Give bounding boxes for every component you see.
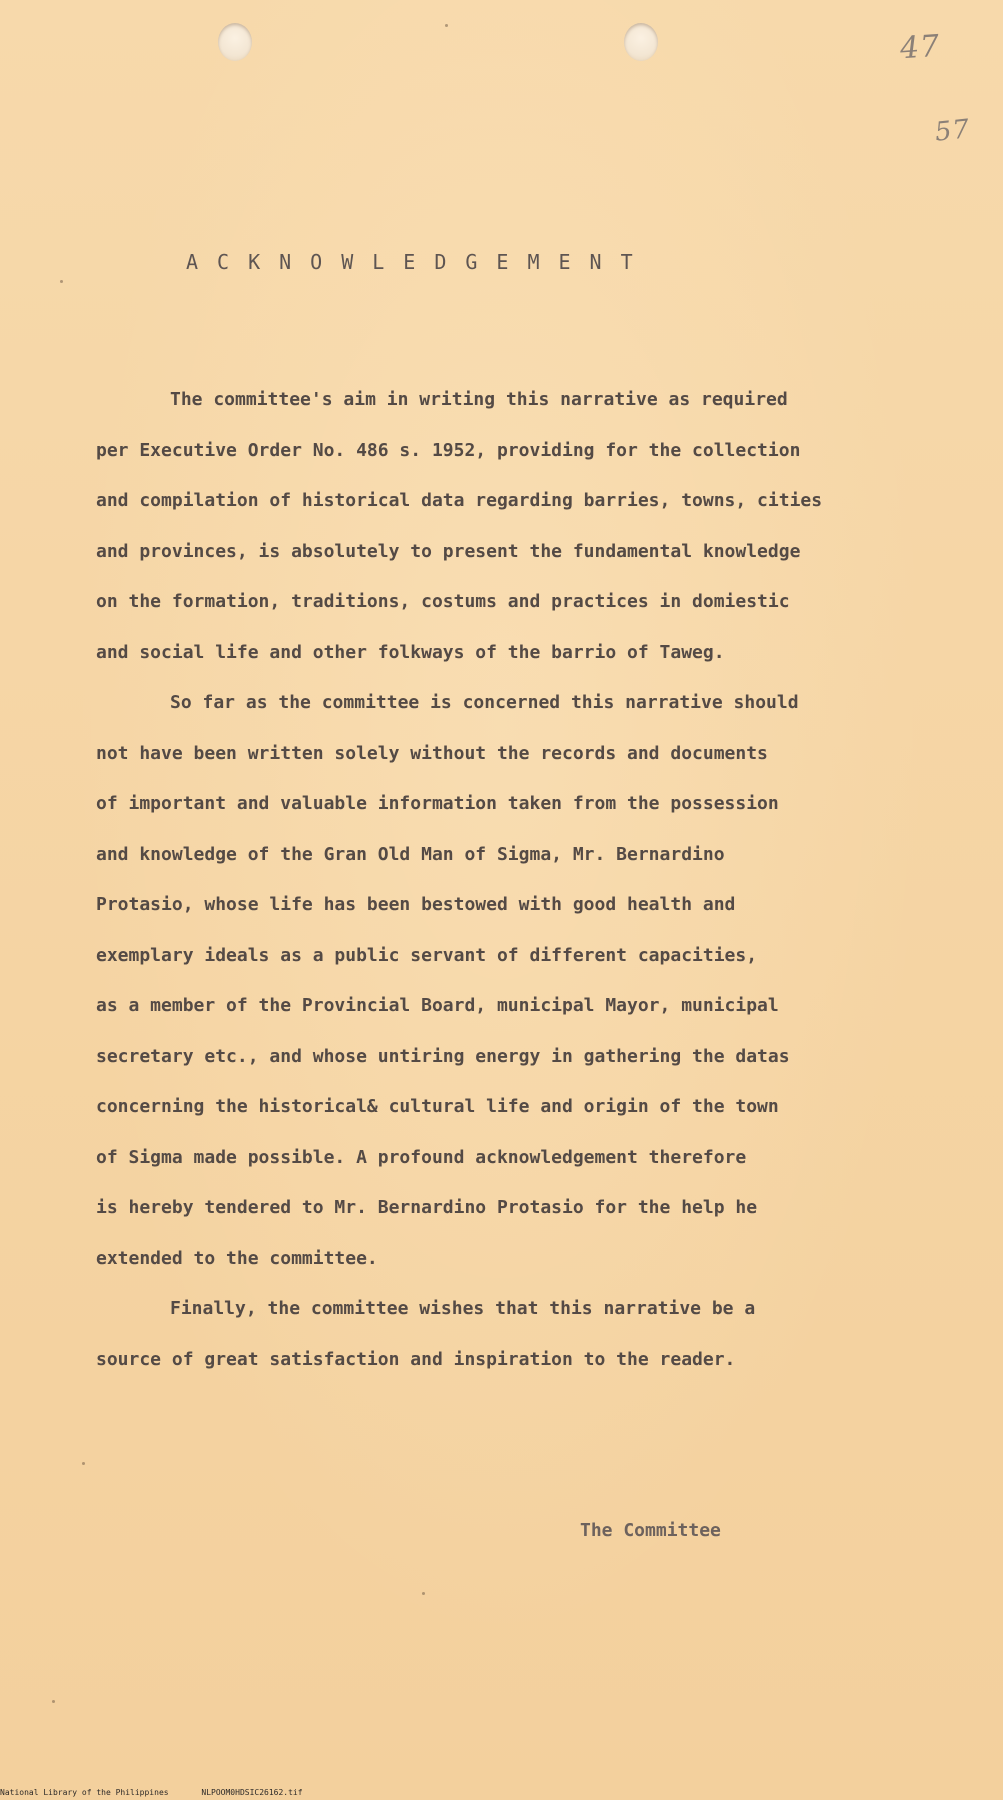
paragraph-2-line-2: not have been written solely without the records and documents [96,742,768,764]
paragraph-1-line-5: on the formation, traditions, costums and practices in domiestic [96,591,790,612]
paragraph-1-line-4: and provinces, is absolutely to present the fundamental knowledge [96,540,801,562]
paragraph-1-line-6: and social life and other folkways of the barrio of Taweg. [96,641,725,663]
footer-filename: NLPOOM0HDSIC26162.tif [201,1788,303,1797]
footer-library: National Library of the Philippines [0,1788,169,1797]
paragraph-3-line-1: Finally, the committee wishes that this narrative be a [170,1298,756,1319]
paragraph-1-line-1: The committee's aim in writing this narrative as required [170,389,788,410]
paragraph-2-line-3: of important and valuable information taken from the possession [96,793,779,814]
paragraph-2-line-11: is hereby tendered to Mr. Bernardino Protasio for the help he [96,1197,758,1218]
paper-speck [82,1462,85,1465]
page-title: ACKNOWLEDGEMENT [186,250,652,274]
paragraph-2-line-9: concerning the historical& cultural life and origin of the town [96,1096,779,1117]
paper-speck [445,24,448,27]
paper-speck [422,1592,425,1595]
paragraph-1-line-2: per Executive Order No. 486 s. 1952, providing for the collection [96,439,801,461]
paragraph-1-line-3: and compilation of historical data regarding barries, towns, cities [96,490,823,511]
signature: The Committee [580,1520,721,1541]
paragraph-2-line-4: and knowledge of the Gran Old Man of Sigma, Mr. Bernardino [96,843,725,865]
paragraph-2-line-1: So far as the committee is concerned this narrative should [170,692,799,713]
punch-hole-right [624,23,658,61]
paragraph-2-line-6: exemplary ideals as a public servant of different capacities, [96,944,758,966]
paragraph-3-line-2: source of great satisfaction and inspiration to the reader. [96,1348,736,1370]
punch-hole-left [218,23,252,61]
paragraph-2-line-12: extended to the committee. [96,1247,378,1269]
paragraph-2-line-8: secretary etc., and whose untiring energy in gathering the datas [96,1045,790,1067]
paragraph-2-line-10: of Sigma made possible. A profound acknowledgement therefore [96,1146,747,1168]
paragraph-2-line-7: as a member of the Provincial Board, municipal Mayor, municipal [96,995,779,1016]
page-number-second: 57 [933,114,972,148]
paper-speck [52,1700,55,1703]
paragraph-2-line-5: Protasio, whose life has been bestowed with good health and [96,894,736,915]
paper-speck [60,280,63,283]
scan-footer [0,1788,331,1797]
page-number-top: 47 [898,28,942,67]
body-text [96,375,936,1385]
